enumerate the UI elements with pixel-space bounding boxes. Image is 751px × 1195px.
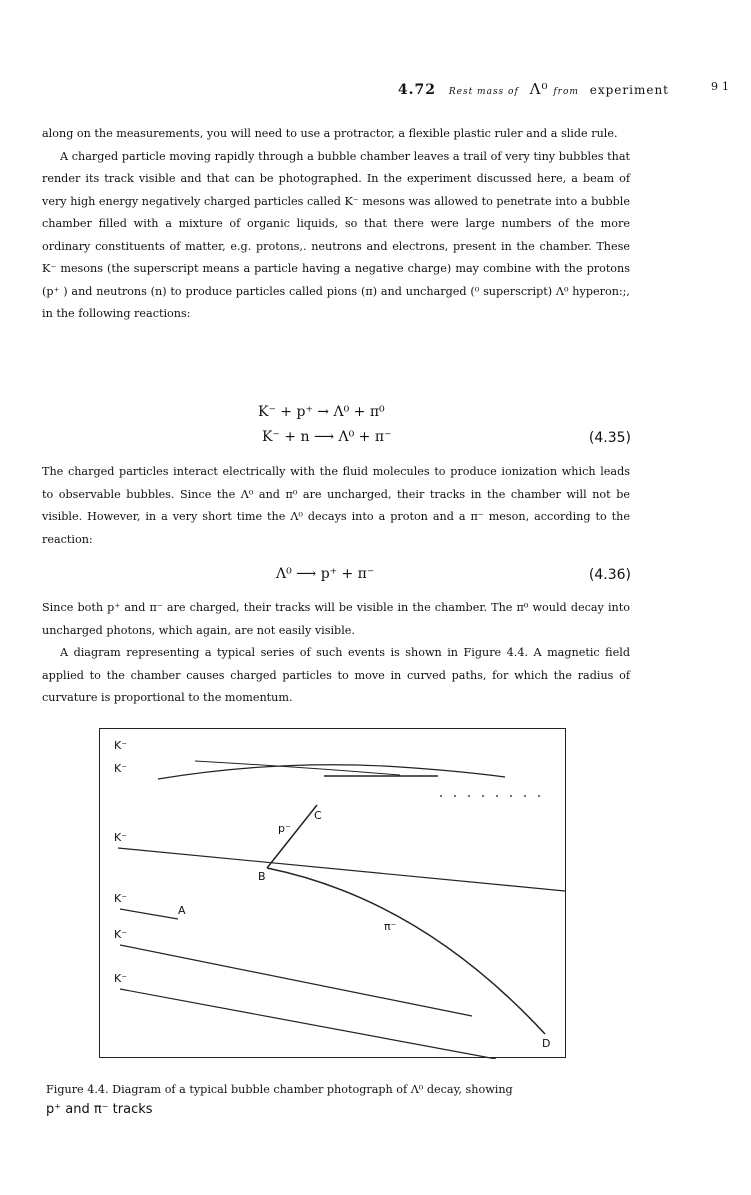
label-d: D: [542, 1037, 551, 1050]
caption-text: Figure 4.4. Diagram of a typical bubble chamber photograph of Λ⁰ decay, showing: [46, 1083, 513, 1096]
body-text-2: [42, 461, 630, 551]
figure-caption: [46, 1080, 630, 1120]
label-k6: K⁻: [114, 972, 128, 985]
paragraph-2: A charged particle moving rapidly through a bubble chamber leaves a trail of very tiny bubbles that render its track visible and that can be photographed. In the experiment discussed here, a beam of very high energy negatively charged particles called K⁻ mesons was allowed to penetrate into a bubble chamber filled with a mixture of organic liquids, so that there were large numbers of the more ordinary constituents of matter, e.g. protons,. neutrons and electrons, present in the chamber. These K⁻ mesons (the superscript means a particle having a negative charge) may combine with the protons (p⁺ ) and neutrons (n) to produce particles called pions (π) and uncharged (⁰ superscript) Λ⁰ hyperon:;, in the following reactions:: [42, 149, 630, 320]
label-b: B: [258, 870, 266, 883]
track-p: [267, 805, 317, 868]
bubble-chamber-figure: [99, 728, 566, 1058]
section-number: 4.72: [397, 82, 437, 98]
body-text: [42, 123, 630, 326]
track-k5: [120, 945, 472, 1016]
paragraph-1: along on the measurements, you will need to use a protractor, a flexible plastic ruler and a slide rule.: [42, 127, 618, 140]
track-k3: [118, 848, 565, 891]
track-k4: [120, 909, 178, 919]
equation-1: K⁻ + p⁺ → Λ⁰ + π⁰: [258, 404, 385, 420]
equation-3: Λ⁰ ⟶ p⁺ + π⁻: [276, 566, 375, 582]
label-a: A: [178, 904, 186, 917]
label-pi: π⁻: [384, 920, 397, 933]
label-k5: K⁻: [114, 928, 128, 941]
label-k2: K⁻: [114, 762, 128, 775]
label-c: C: [314, 809, 322, 822]
equation-2: K⁻ + n ⟶ Λ⁰ + π⁻: [262, 429, 392, 445]
header-title: Rest mass of: [448, 87, 519, 97]
label-k1: K⁻: [114, 739, 128, 752]
label-k3: K⁻: [114, 831, 128, 844]
header-symbol: Λ⁰: [529, 80, 549, 98]
equation-number-4-35: (4.35): [588, 430, 631, 446]
track-k6: [120, 989, 496, 1059]
header-experiment: experiment: [589, 83, 669, 97]
figure-tracks: [100, 729, 567, 1059]
page-number: 91: [711, 80, 733, 93]
running-header: [397, 80, 733, 98]
equation-number-4-36: (4.36): [588, 567, 631, 583]
track-pi: [267, 868, 545, 1034]
paragraph-3: The charged particles interact electrically with the fluid molecules to produce ionization which leads to observable bubbles. Since the Λ⁰ and π⁰ are uncharged, their tracks in the chamber will not be visible. However, in a very short time the Λ⁰ decays into a proton and a π⁻ meson, according to the reaction:: [42, 465, 630, 546]
label-p: p⁻: [278, 822, 291, 835]
paragraph-4: Since both p⁺ and π⁻ are charged, their tracks will be visible in the chamber. The π⁰ would decay into uncharged photons, which again, are not easily visible.: [42, 601, 630, 637]
paragraph-5: A diagram representing a typical series of such events is shown in Figure 4.4. A magnetic field applied to the chamber causes charged particles to move in curved paths, for which the radius of curvature is proportional to the momentum.: [42, 646, 630, 704]
track-k1: [195, 761, 400, 775]
label-k4: K⁻: [114, 892, 128, 905]
header-from: from: [553, 87, 579, 97]
caption-tracks: p⁺ and π⁻ tracks: [46, 1102, 153, 1117]
body-text-3: [42, 597, 630, 710]
track-k2: [158, 765, 505, 779]
